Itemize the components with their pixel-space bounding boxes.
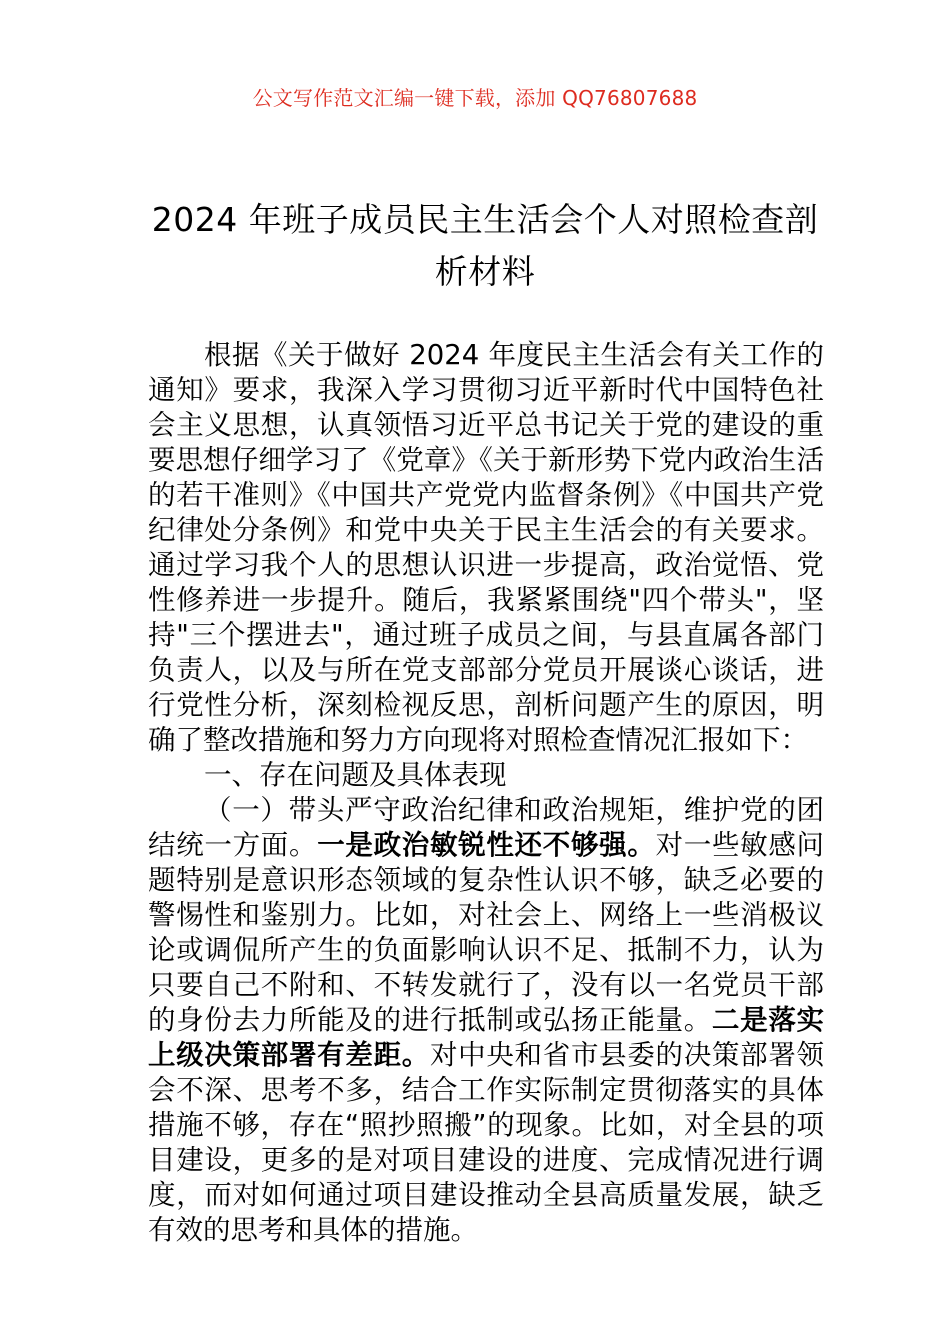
section-heading-one: 一、存在问题及具体表现 xyxy=(204,759,507,791)
promo-header-text: 公文写作范文汇编一键下载，添加 QQ76807688 xyxy=(252,86,698,110)
issue-one-heading: 一是政治敏锐性还不够强。 xyxy=(317,829,656,861)
subsection-one-body xyxy=(148,793,824,1248)
issue-two-text: 对中央和省市县委的决策部署领会不深、思考不多，结合工作实际制定贯彻落实的具体措施不够，存在“照抄照搬”的现象。比如，对全县的项目建设，更多的是对项目建设的进度、完成情况进行调度，而对如何通过项目建设推动全县高质量发展，缺乏有效的思考和具体的措施。 xyxy=(148,1039,825,1246)
issue-one-text: 对一些敏感问题特别是意识形态领域的复杂性认识不够，缺乏必要的警惕性和鉴别力。比如，对社会上、网络上一些消极议论或调侃所产生的负面影响认识不足、抵制不力，认为只要自己不附和、不转发就行了，没有以一名党员干部的身份去力所能及的进行抵制或弘扬正能量。 xyxy=(148,829,825,1036)
issue-two-heading: 二是落实上级决策部署有差距。 xyxy=(148,1004,825,1071)
paragraph-intro: 根据《关于做好 2024 年度民主生活会有关工作的通知》要求，我深入学习贯彻习近平新时代中国特色社会主义思想，认真领悟习近平总书记关于党的建设的重要思想仔细学习了《党章》《关于新形势下党内政治生活的若干准则》《中国共产党党内监督条例》《中国共产党纪律处分条例》和党中央关于民主生活会的有关要求。通过学习我个人的思想认识进一步提高，政治觉悟、党性修养进一步提升。随后，我紧紧围绕"四个带头"，坚持"三个摆进去"，通过班子成员之间，与县直属各部门负责人，以及与所在党支部部分党员开展谈心谈话，进行党性分析，深刻检视反思，剖析问题产生的原因，明确了整改措施和努力方向现将对照检查情况汇报如下： xyxy=(148,339,824,756)
document-body xyxy=(148,338,824,1248)
subsection-one-lead: （一）带头严守政治纪律和政治规矩，维护党的团结统一方面。 xyxy=(148,794,824,861)
page-title: 2024 年班子成员民主生活会个人对照检查剖析材料 xyxy=(151,200,819,292)
